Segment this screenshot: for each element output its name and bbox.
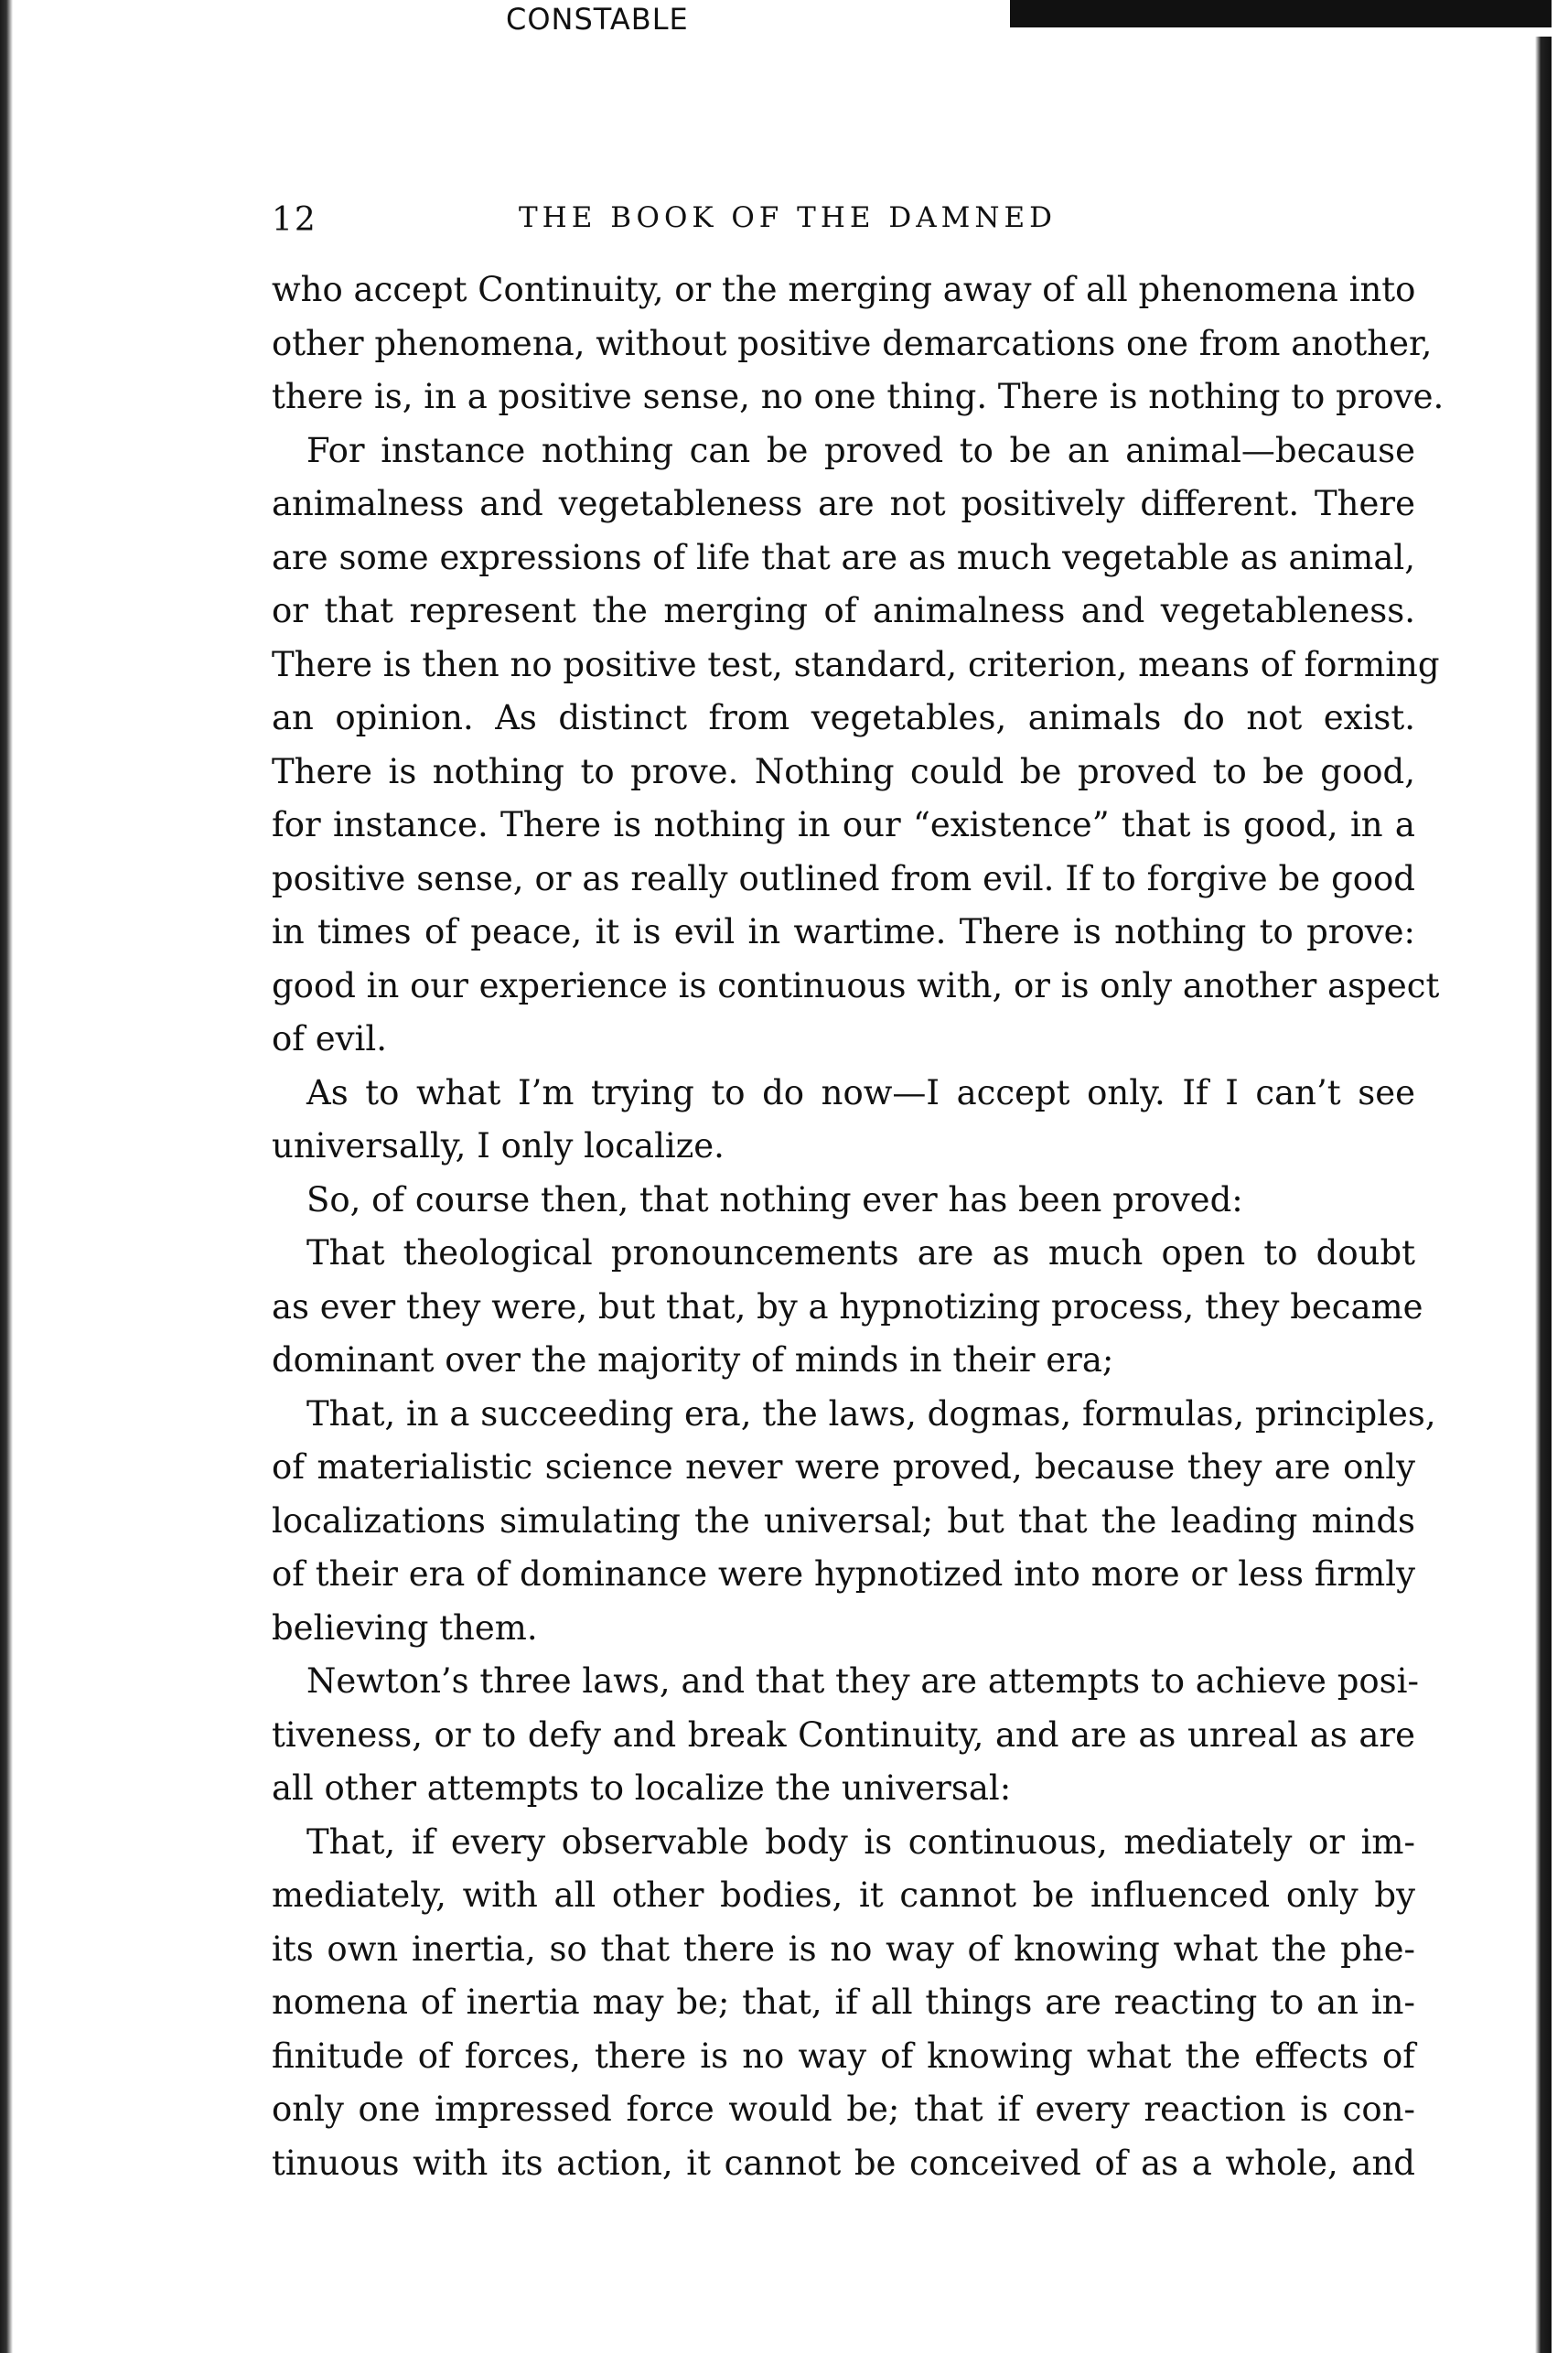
text-line: only one impressed force would be; that if every reaction is con- <box>272 2090 1415 2129</box>
text-line: animalness and vegetableness are not positively different. There <box>272 484 1415 523</box>
text-line: That, if every observable body is continuous, mediately or im- <box>306 1821 1415 1862</box>
text-line: For instance nothing can be proved to be an animal—because <box>306 430 1415 470</box>
text-line: in times of peace, it is evil in wartime. There is nothing to prove: <box>272 912 1415 951</box>
text-line: an opinion. As distinct from vegetables, animals do not exist. <box>272 698 1415 737</box>
text-line: as ever they were, but that, by a hypnotizing process, they became <box>272 1286 1423 1327</box>
scan-right-edge <box>1535 37 1552 2353</box>
text-line: mediately, with all other bodies, it cannot be influenced only by <box>272 1875 1415 1915</box>
library-stamp: CONSTABLE <box>506 2 689 37</box>
text-line: As to what I’m trying to do now—I accept only. If I can’t see <box>306 1072 1415 1112</box>
text-line: for instance. There is nothing in our “existence” that is good, in a <box>272 805 1415 844</box>
text-line: good in our experience is continuous with, or is only another aspect <box>272 965 1440 1005</box>
text-line: are some expressions of life that are as much vegetable as animal, <box>272 537 1415 577</box>
text-line: That, in a succeeding era, the laws, dogmas, formulas, principles, <box>306 1393 1436 1434</box>
book-title: THE BOOK OF THE DAMNED <box>519 201 1057 234</box>
text-line: universally, I only localize. <box>272 1126 725 1166</box>
text-line: There is nothing to prove. Nothing could be proved to be good, <box>272 751 1415 791</box>
text-line: dominant over the majority of minds in their era; <box>272 1340 1114 1380</box>
text-line: So, of course then, that nothing ever has been proved: <box>306 1179 1243 1219</box>
body-text <box>272 263 1444 2190</box>
scan-left-edge <box>0 0 13 2353</box>
text-line: there is, in a positive sense, no one thing. There is nothing to prove. <box>272 377 1444 416</box>
text-line: nomena of inertia may be; that, if all things are reacting to an in- <box>272 1982 1415 2022</box>
text-line: all other attempts to localize the universal: <box>272 1768 1012 1808</box>
text-line: its own inertia, so that there is no way of knowing what the phe- <box>272 1929 1415 1969</box>
scan-right-margin <box>1552 0 1568 2353</box>
text-line: That theological pronouncements are as much open to doubt <box>306 1233 1415 1273</box>
text-line: positive sense, or as really outlined from evil. If to forgive be good <box>272 858 1415 898</box>
text-line: tinuous with its action, it cannot be conceived of as a whole, and <box>272 2143 1415 2183</box>
text-line: finitude of forces, there is no way of knowing what the effects of <box>272 2036 1415 2076</box>
text-line: of materialistic science never were proved, because they are only <box>272 1447 1415 1487</box>
text-line: believing them. <box>272 1607 538 1648</box>
text-line: There is then no positive test, standard, criterion, means of forming <box>272 644 1440 684</box>
text-line: who accept Continuity, or the merging away of all phenomena into <box>272 270 1416 309</box>
text-line: of evil. <box>272 1019 387 1058</box>
text-line: localizations simulating the universal; but that the leading minds <box>272 1500 1415 1541</box>
running-head <box>272 201 1415 256</box>
text-line: Newton’s three laws, and that they are attempts to achieve posi- <box>306 1661 1419 1701</box>
text-line: of their era of dominance were hypnotized into more or less firmly <box>272 1554 1415 1594</box>
text-line: tiveness, or to defy and break Continuity, and are as unreal as are <box>272 1714 1415 1755</box>
page-number: 12 <box>272 201 317 239</box>
scan-top-edge <box>1010 0 1568 27</box>
text-line: or that represent the merging of animalness and vegetableness. <box>272 591 1415 630</box>
text-line: other phenomena, without positive demarcations one from another, <box>272 323 1433 363</box>
